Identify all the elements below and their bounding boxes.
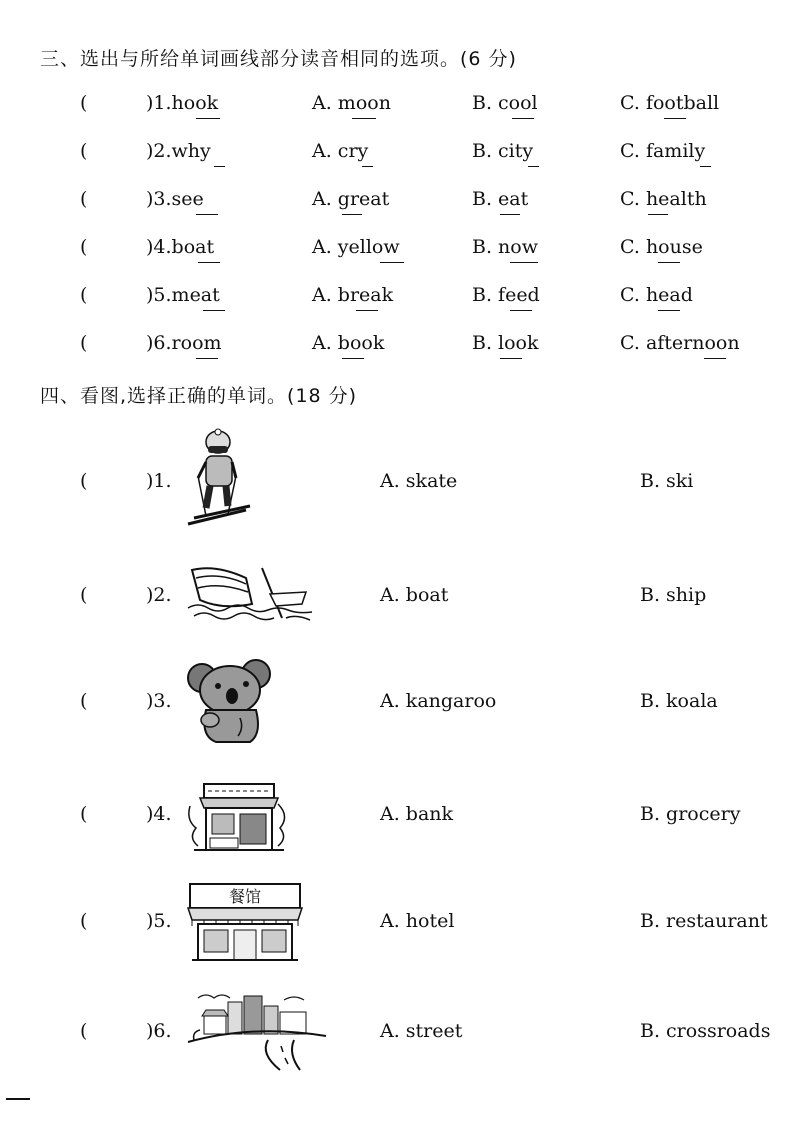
question-number: )6. <box>146 1020 172 1042</box>
underline <box>362 166 373 167</box>
picture-question-row <box>0 910 794 950</box>
option-c[interactable]: C. football <box>620 92 720 114</box>
option-b[interactable]: B. crossroads <box>640 1020 771 1042</box>
picture-question-row <box>0 690 794 730</box>
underline <box>658 262 680 263</box>
option-b[interactable]: B. restaurant <box>640 910 768 932</box>
option-b[interactable]: B. city <box>472 140 534 162</box>
picture-question-row <box>0 1020 794 1060</box>
answer-paren[interactable]: ( <box>80 140 88 162</box>
skier-icon <box>184 428 254 528</box>
option-b[interactable]: B. grocery <box>640 803 741 825</box>
underline <box>352 118 376 119</box>
picture-question-row <box>0 584 794 624</box>
underline <box>214 166 225 167</box>
option-b[interactable]: B. ship <box>640 584 707 606</box>
question-word: why <box>171 140 211 162</box>
option-a[interactable]: A. street <box>380 1020 463 1042</box>
option-c[interactable]: C. head <box>620 284 693 306</box>
underline <box>356 310 378 311</box>
question-number: )4. <box>146 236 172 258</box>
answer-paren[interactable]: ( <box>80 910 88 932</box>
question-word: see <box>171 188 204 210</box>
option-b[interactable]: B. eat <box>472 188 529 210</box>
underline <box>528 166 539 167</box>
question-word: hook <box>171 92 219 114</box>
answer-paren[interactable]: ( <box>80 584 88 606</box>
question-number: )1. <box>146 470 172 492</box>
question-number: )5. <box>146 910 172 932</box>
option-a[interactable]: A. boat <box>380 584 449 606</box>
option-a[interactable]: A. moon <box>312 92 391 114</box>
question-word: meat <box>171 284 220 306</box>
question-word: room <box>171 332 222 354</box>
option-b[interactable]: B. look <box>472 332 539 354</box>
answer-paren[interactable]: ( <box>80 1020 88 1042</box>
question-number: )3. <box>146 188 172 210</box>
picture-question-row <box>0 803 794 843</box>
underline <box>664 118 686 119</box>
option-a[interactable]: A. great <box>312 188 390 210</box>
question-number: )3. <box>146 690 172 712</box>
grocery-icon <box>186 776 290 856</box>
option-a[interactable]: A. yellow <box>312 236 400 258</box>
option-b[interactable]: B. feed <box>472 284 540 306</box>
question-number: )2. <box>146 584 172 606</box>
section-4-heading: 四、看图,选择正确的单词。(18 分) <box>40 385 358 407</box>
question-row <box>0 284 794 314</box>
option-a[interactable]: A. cry <box>312 140 369 162</box>
answer-paren[interactable]: ( <box>80 803 88 825</box>
answer-paren[interactable]: ( <box>80 470 88 492</box>
question-number: )5. <box>146 284 172 306</box>
underline <box>648 214 668 215</box>
option-b[interactable]: B. now <box>472 236 538 258</box>
answer-paren[interactable]: ( <box>80 284 88 306</box>
restaurant-icon <box>186 880 304 964</box>
answer-paren[interactable]: ( <box>80 188 88 210</box>
picture-question-row <box>0 470 794 510</box>
underline <box>203 310 225 311</box>
section-3-heading: 三、选出与所给单词画线部分读音相同的选项。(6 分) <box>40 48 517 70</box>
option-c[interactable]: C. afternoon <box>620 332 740 354</box>
underline <box>658 310 680 311</box>
question-number: )2. <box>146 140 172 162</box>
boat-icon <box>186 560 316 626</box>
option-a[interactable]: A. book <box>312 332 385 354</box>
question-row <box>0 140 794 170</box>
answer-paren[interactable]: ( <box>80 332 88 354</box>
option-b[interactable]: B. cool <box>472 92 538 114</box>
answer-paren[interactable]: ( <box>80 92 88 114</box>
underline <box>500 214 520 215</box>
option-c[interactable]: C. house <box>620 236 703 258</box>
option-a[interactable]: A. bank <box>380 803 454 825</box>
option-a[interactable]: A. break <box>312 284 394 306</box>
koala-icon <box>186 656 280 746</box>
underline <box>500 358 522 359</box>
question-number: )4. <box>146 803 172 825</box>
option-a[interactable]: A. skate <box>380 470 458 492</box>
answer-paren[interactable]: ( <box>80 236 88 258</box>
question-word: boat <box>171 236 215 258</box>
option-a[interactable]: A. hotel <box>380 910 455 932</box>
underline <box>700 166 711 167</box>
underline <box>380 262 404 263</box>
page-rule <box>6 1098 30 1100</box>
question-row <box>0 92 794 122</box>
option-b[interactable]: B. ski <box>640 470 694 492</box>
underline <box>196 118 220 119</box>
option-a[interactable]: A. kangaroo <box>380 690 497 712</box>
underline <box>196 358 218 359</box>
underline <box>342 214 362 215</box>
question-row <box>0 188 794 218</box>
question-row <box>0 332 794 362</box>
option-c[interactable]: C. family <box>620 140 706 162</box>
question-number: )6. <box>146 332 172 354</box>
restaurant-sign-text: 餐馆 <box>228 887 262 906</box>
option-b[interactable]: B. koala <box>640 690 718 712</box>
underline <box>510 262 538 263</box>
underline <box>704 358 726 359</box>
underline <box>512 118 534 119</box>
underline <box>196 214 218 215</box>
question-row <box>0 236 794 266</box>
question-number: )1. <box>146 92 172 114</box>
underline <box>198 262 220 263</box>
option-c[interactable]: C. health <box>620 188 707 210</box>
answer-paren[interactable]: ( <box>80 690 88 712</box>
street-icon <box>184 990 330 1072</box>
underline <box>342 358 364 359</box>
underline <box>510 310 532 311</box>
